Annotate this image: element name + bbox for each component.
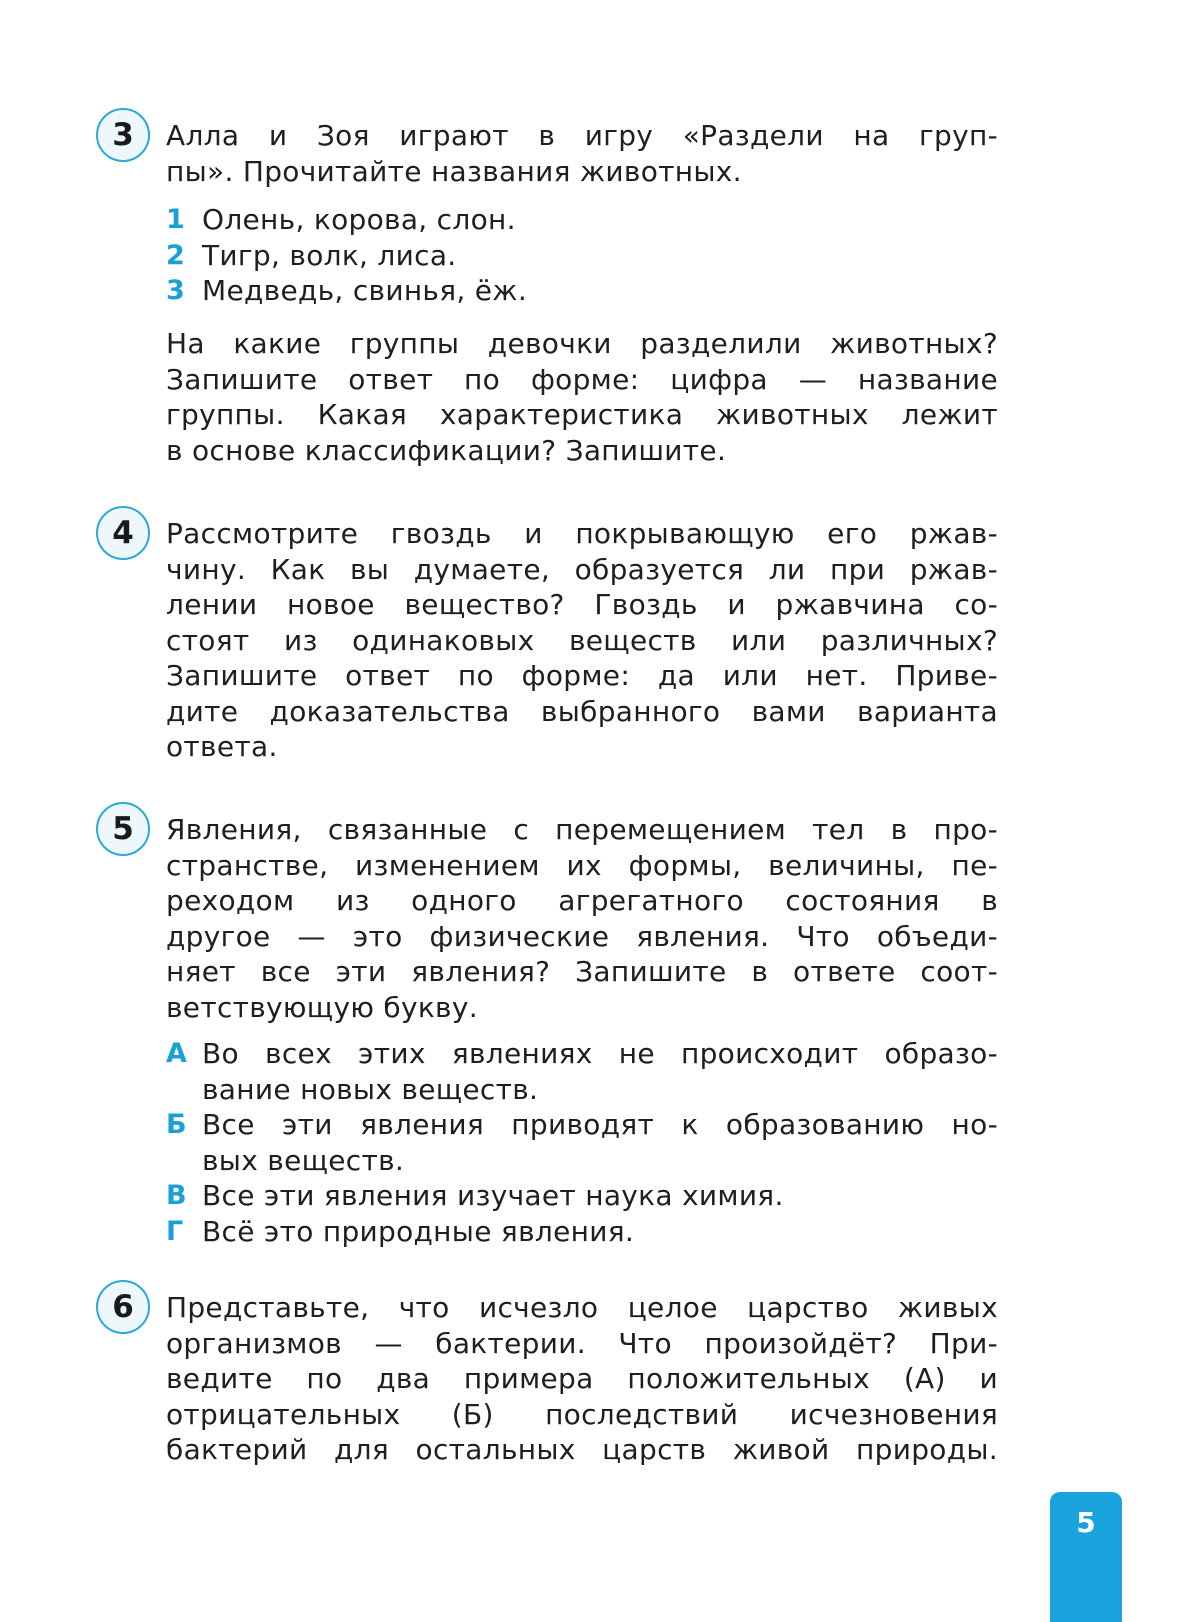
list-item-text: Тигр, волк, лиса. [202,238,457,272]
option-text: Во всех этих явлениях не происходит образо- [202,1037,998,1070]
list-item-text: Олень, корова, слон. [202,203,516,236]
text-line: ведите по два примера положительных (А) и [166,1362,998,1395]
text-line: организмов — бактерии. Что произойдёт? При- [166,1326,998,1360]
text-line: Запишите ответ по форме: да или нет. Приве- [166,659,998,692]
list-marker: 3 [166,275,185,306]
list-item [166,273,998,309]
text-line: Явления, связанные с перемещением тел в про- [166,813,998,846]
text-line: лении новое вещество? Гвоздь и ржавчина со- [166,588,998,621]
text-line: Рассмотрите гвоздь и покрывающую его ржав- [166,517,998,550]
text-line: в основе классификации? Запишите. [166,433,727,467]
option-text: вых веществ. [202,1143,405,1177]
task-4-text [166,516,998,765]
text-line: няет все эти явления? Запишите в ответе соот- [166,955,998,988]
text-line: Запишите ответ по форме: цифра — название [166,362,998,396]
page-number-tab: 5 [1050,1492,1122,1622]
option-text: Все эти явления изучает наука химия. [202,1179,784,1212]
text-line: ответа. [166,730,278,763]
list-item [166,238,998,274]
task-5-options [166,1036,998,1249]
option-marker: Б [166,1109,187,1140]
text-line: бактерий для остальных царств живой природы. [166,1433,998,1466]
option-text: вание новых веществ. [202,1072,539,1106]
task-number-badge: 6 [96,1280,150,1334]
option-text: Всё это природные явления. [202,1214,635,1248]
option-text: Все эти явления приводят к образованию но- [202,1108,998,1141]
text-line: реходом из одного агрегатного состояния в [166,884,998,917]
text-line: пы». Прочитайте названия животных. [166,154,742,188]
option-item [166,1107,998,1178]
task-3-intro [166,118,998,189]
text-line: дите доказательства выбранного вами варианта [166,694,998,728]
text-line: На какие группы девочки разделили животных? [166,327,998,360]
text-line: ветствующую букву. [166,990,478,1024]
task-5-text [166,812,998,1025]
text-line: группы. Какая характеристика животных лежит [166,398,998,431]
list-item [166,202,998,238]
text-line: чину. Как вы думаете, образуется ли при ржав- [166,552,998,586]
task-3-list [166,202,998,309]
text-line: другое — это физические явления. Что объеди- [166,919,998,953]
option-item [166,1036,998,1107]
task-number-badge: 5 [96,802,150,856]
text-line: Алла и Зоя играют в игру «Раздели на груп- [166,119,998,152]
list-item-text: Медведь, свинья, ёж. [202,274,528,307]
option-marker: А [166,1038,187,1069]
text-line: стоят из одинаковых веществ или различных? [166,623,998,657]
text-line: Представьте, что исчезло целое царство живых [166,1291,998,1324]
task-number-badge: 4 [96,506,150,560]
option-marker: Г [166,1215,184,1247]
list-marker: 1 [166,204,185,235]
list-marker: 2 [166,239,185,271]
option-item [166,1214,998,1250]
task-6-text [166,1290,998,1468]
option-item [166,1178,998,1214]
text-line: отрицательных (Б) последствий исчезновения [166,1397,998,1431]
task-3-question [166,326,998,468]
task-number-badge: 3 [96,108,150,162]
text-line: странстве, изменением их формы, величины, пе- [166,848,998,882]
option-marker: В [166,1180,187,1211]
